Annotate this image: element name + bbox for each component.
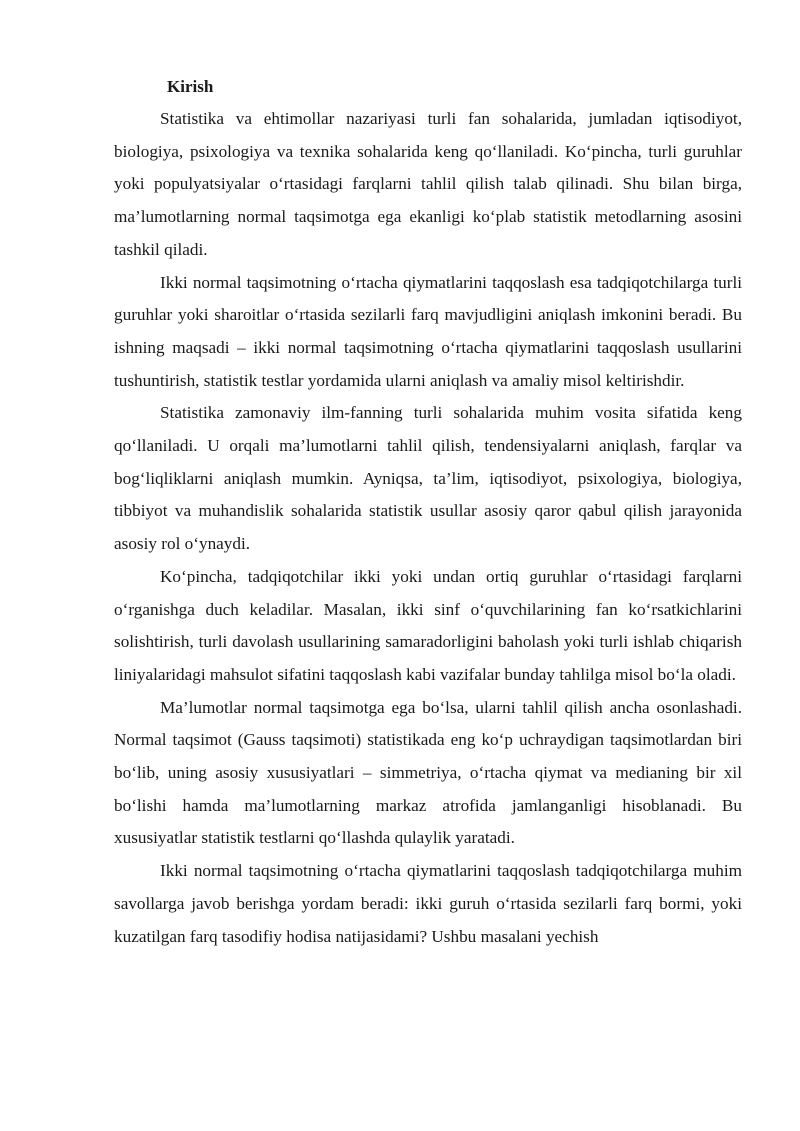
- paragraph-1: Statistika va ehtimollar nazariyasi turli fan sohalarida, jumladan iqtisodiyot, biologiya, psixologiya va texnika sohalarida keng qo‘llaniladi. Ko‘pincha, turli guruhlar yoki populyatsiyalar o‘rtasidagi farqlarni tahlil qilish talab qilinadi. Shu bilan birga, ma’lumotlarning normal taqsimotga ega ekanligi ko‘plab statistik metodlarning asosini tashkil qiladi.: [114, 109, 742, 259]
- paragraph-6: Ikki normal taqsimotning o‘rtacha qiymatlarini taqqoslash tadqiqotchilarga muhim savollarga javob berishga yordam beradi: ikki guruh o‘rtasida sezilarli farq bormi, yoki kuzatilgan farq tasodifiy hodisa natijasidami? Ushbu masalani yechish: [114, 861, 742, 946]
- paragraph-4: Ko‘pincha, tadqiqotchilar ikki yoki undan ortiq guruhlar o‘rtasidagi farqlarni o‘rganishga duch keladilar. Masalan, ikki sinf o‘quvchilarining fan ko‘rsatkichlarini solishtirish, turli davolash usullarining samaradorligini baholash yoki turli ishlab chiqarish liniyalaridagi mahsulot sifatini taqqoslash kabi vazifalar bunday tahlilga misol bo‘la oladi.: [114, 566, 742, 684]
- section-heading: Kirish: [167, 77, 214, 96]
- document-body: [114, 70, 742, 953]
- paragraph-2: Ikki normal taqsimotning o‘rtacha qiymatlarini taqqoslash esa tadqiqotchilarga turli guruhlar yoki sharoitlar o‘rtasida sezilarli farq mavjudligini aniqlash imkonini beradi. Bu ishning maqsadi – ikki normal taqsimotning o‘rtacha qiymatlarini taqqoslash usullarini tushuntirish, statistik testlar yordamida ularni aniqlash va amaliy misol keltirishdir.: [114, 272, 742, 390]
- paragraph-3: Statistika zamonaviy ilm-fanning turli sohalarida muhim vosita sifatida keng qo‘llaniladi. U orqali ma’lumotlarni tahlil qilish, tendensiyalarni aniqlash, farqlar va bog‘liqliklarni aniqlash mumkin. Ayniqsa, ta’lim, iqtisodiyot, psixologiya, biologiya, tibbiyot va muhandislik sohalarida statistik usullar asosiy qaror qabul qilish jarayonida asosiy rol o‘ynaydi.: [114, 403, 742, 554]
- paragraph-5: Ma’lumotlar normal taqsimotga ega bo‘lsa, ularni tahlil qilish ancha osonlashadi. Normal taqsimot (Gauss taqsimoti) statistikada eng ko‘p uchraydigan taqsimotlardan biri bo‘lib, uning asosiy xususiyatlari – simmetriya, o‘rtacha qiymat va medianing bir xil bo‘lishi hamda ma’lumotlarning markaz atrofida jamlanganligi hisoblanadi. Bu xususiyatlar statistik testlarni qo‘llashda qulaylik yaratadi.: [114, 697, 742, 848]
